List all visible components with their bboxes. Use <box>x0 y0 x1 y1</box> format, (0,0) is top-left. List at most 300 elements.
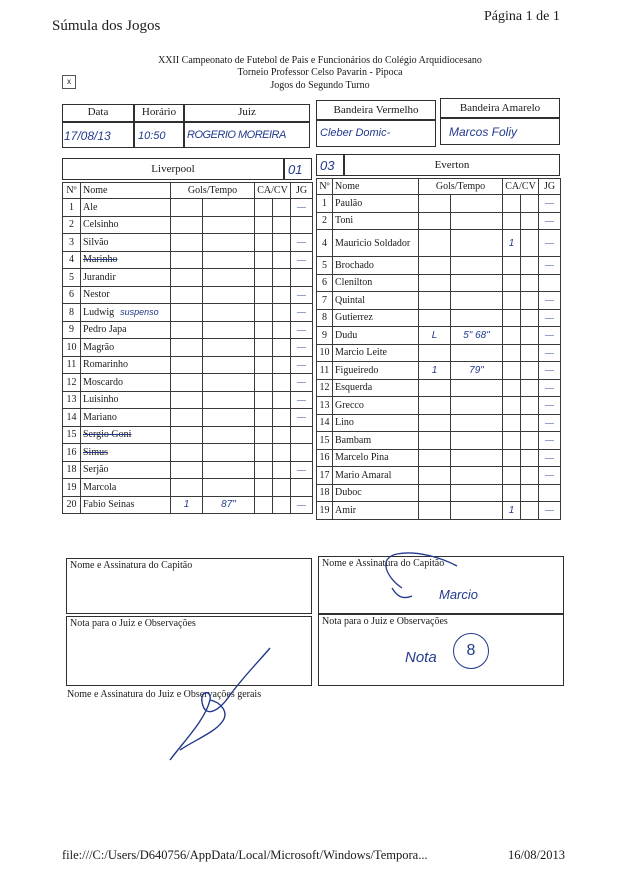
player-name: Paulão <box>333 195 419 213</box>
player-goals <box>419 309 451 327</box>
player-cards-red <box>273 444 291 462</box>
player-number: 11 <box>63 356 81 374</box>
home-team-box <box>62 158 284 180</box>
player-row <box>63 496 313 514</box>
player-row <box>317 257 561 275</box>
player-goal-time <box>451 274 503 292</box>
player-cards-red <box>273 304 291 322</box>
player-goal-time <box>451 309 503 327</box>
player-number: 10 <box>63 339 81 357</box>
player-number: 16 <box>63 444 81 462</box>
player-cards-yellow <box>503 327 521 345</box>
player-cards-red <box>521 397 539 415</box>
away-score-box <box>316 154 344 176</box>
player-goal-time <box>451 195 503 213</box>
player-played: — <box>291 339 313 357</box>
player-goals <box>171 461 203 479</box>
player-cards-yellow <box>503 467 521 485</box>
player-cards-yellow <box>503 257 521 275</box>
player-row <box>63 251 313 269</box>
player-goal-time <box>203 321 255 339</box>
player-cards-yellow <box>255 286 273 304</box>
player-played: — <box>539 344 561 362</box>
away-captain-signature-icon <box>372 548 482 618</box>
player-played <box>291 479 313 497</box>
time-value-box <box>134 122 184 148</box>
date-value: 17/08/13 <box>64 129 111 143</box>
player-played: — <box>291 286 313 304</box>
player-cards-red <box>521 502 539 520</box>
player-number: 8 <box>317 309 333 327</box>
player-number: 6 <box>317 274 333 292</box>
player-goals <box>171 321 203 339</box>
player-goal-time <box>451 432 503 450</box>
player-number: 15 <box>317 432 333 450</box>
player-cards-yellow <box>255 496 273 514</box>
player-number: 1 <box>317 195 333 213</box>
player-cards-yellow <box>503 292 521 310</box>
player-cards-yellow <box>255 199 273 217</box>
flag-yellow-value: Marcos Foliy <box>449 125 518 139</box>
player-name: Duboc <box>333 484 419 502</box>
player-goal-time <box>203 461 255 479</box>
away-captain-signature-text: Marcio <box>439 587 479 602</box>
player-cards-yellow <box>255 216 273 234</box>
player-row <box>63 304 313 322</box>
player-goals <box>171 339 203 357</box>
player-name: Serjão <box>81 461 171 479</box>
player-goal-time <box>451 449 503 467</box>
player-cards-red <box>521 292 539 310</box>
player-goals <box>419 212 451 230</box>
col-cards: CA/CV <box>255 183 291 199</box>
player-name: Figueiredo <box>333 362 419 380</box>
player-row <box>317 344 561 362</box>
player-name: Magrão <box>81 339 171 357</box>
home-roster-header <box>63 183 313 199</box>
col-played: JG <box>539 179 561 195</box>
player-goals <box>171 304 203 322</box>
player-goals: L <box>419 327 451 345</box>
player-goals: 1 <box>419 362 451 380</box>
player-cards-red <box>273 496 291 514</box>
player-played: — <box>539 257 561 275</box>
player-played: — <box>291 496 313 514</box>
player-cards-red <box>273 461 291 479</box>
player-row <box>317 449 561 467</box>
player-row <box>317 379 561 397</box>
player-note: suspenso <box>120 306 159 317</box>
player-cards-yellow <box>503 484 521 502</box>
away-notes-label: Nota para o Juiz e Observações <box>322 616 448 627</box>
player-number: 13 <box>63 391 81 409</box>
player-name: Grecco <box>333 397 419 415</box>
player-goals <box>419 502 451 520</box>
player-cards-red <box>521 449 539 467</box>
player-goal-time <box>451 379 503 397</box>
player-cards-yellow <box>255 426 273 444</box>
player-played <box>291 444 313 462</box>
player-goal-time <box>203 234 255 252</box>
player-number: 18 <box>63 461 81 479</box>
tournament-name: Torneio Professor Celso Pavarin - Pipoca <box>237 67 403 78</box>
player-goal-time <box>451 257 503 275</box>
player-name: Moscardo <box>81 374 171 392</box>
player-row <box>63 321 313 339</box>
referee-value: ROGERIO MOREIRA <box>187 129 286 141</box>
player-number: 13 <box>317 397 333 415</box>
player-played: — <box>539 397 561 415</box>
player-row <box>317 484 561 502</box>
player-cards-red <box>273 339 291 357</box>
home-score: 01 <box>288 162 303 177</box>
player-played <box>291 426 313 444</box>
player-name: Fabio Seinas <box>81 496 171 514</box>
player-name: Toni <box>333 212 419 230</box>
player-number: 15 <box>63 426 81 444</box>
player-played: — <box>539 432 561 450</box>
player-cards-red <box>521 309 539 327</box>
player-row <box>63 479 313 497</box>
home-roster-table <box>62 182 313 514</box>
player-number: 4 <box>63 251 81 269</box>
date-label: Data <box>87 106 109 118</box>
player-goal-time <box>203 426 255 444</box>
player-goals <box>171 479 203 497</box>
flag-red-label: Bandeira Vermelho <box>333 104 419 116</box>
player-cards-yellow <box>503 379 521 397</box>
referee-label-box <box>184 104 310 122</box>
player-played: — <box>539 379 561 397</box>
time-label: Horário <box>141 106 177 118</box>
player-name-text: Ludwig <box>83 306 115 318</box>
player-row <box>63 374 313 392</box>
player-row <box>317 502 561 520</box>
player-cards-yellow <box>503 195 521 213</box>
player-goals <box>171 444 203 462</box>
player-cards-yellow <box>503 449 521 467</box>
player-name: Bambam <box>333 432 419 450</box>
player-goals <box>419 467 451 485</box>
player-name: Marinho <box>81 251 171 269</box>
player-name: Marcio Leite <box>333 344 419 362</box>
player-row <box>63 461 313 479</box>
player-row <box>63 199 313 217</box>
player-name: Esquerda <box>333 379 419 397</box>
player-goals <box>171 426 203 444</box>
player-cards-yellow <box>503 212 521 230</box>
player-cards-yellow <box>255 321 273 339</box>
player-row <box>317 212 561 230</box>
player-name <box>81 304 171 322</box>
player-goals <box>419 344 451 362</box>
col-played: JG <box>291 183 313 199</box>
player-row <box>317 309 561 327</box>
player-cards-yellow <box>255 374 273 392</box>
col-num: Nº <box>63 183 81 199</box>
player-goal-time <box>203 479 255 497</box>
col-goals: Gols/Tempo <box>171 183 255 199</box>
away-roster-header <box>317 179 561 195</box>
player-number: 1 <box>63 199 81 217</box>
player-goals <box>419 397 451 415</box>
player-played: — <box>539 230 561 257</box>
flag-yellow-label: Bandeira Amarelo <box>459 102 541 114</box>
player-row <box>63 216 313 234</box>
player-cards-red <box>521 195 539 213</box>
player-played: — <box>291 321 313 339</box>
player-name: Lino <box>333 414 419 432</box>
player-name: Silvão <box>81 234 171 252</box>
player-name: Ale <box>81 199 171 217</box>
flag-red-value: Cleber Domic- <box>320 127 391 139</box>
player-goal-time: 87" <box>203 496 255 514</box>
player-name: Gutierrez <box>333 309 419 327</box>
home-captain-box <box>66 558 312 614</box>
player-cards-yellow <box>255 479 273 497</box>
player-number: 14 <box>317 414 333 432</box>
footer-date: 16/08/2013 <box>508 848 565 862</box>
championship-title: XXII Campeonato de Futebol de Pais e Funcionários do Colégio Arquidiocesano <box>158 55 482 66</box>
referee-signature-label: Nome e Assinatura do Juiz e Observações gerais <box>67 689 262 700</box>
player-number: 17 <box>317 467 333 485</box>
player-goals <box>171 391 203 409</box>
home-captain-label: Nome e Assinatura do Capitão <box>70 560 193 571</box>
player-row <box>63 391 313 409</box>
player-played: — <box>291 234 313 252</box>
player-number: 2 <box>317 212 333 230</box>
referee-signature-icon <box>150 640 280 770</box>
player-row <box>63 356 313 374</box>
player-cards-red <box>521 432 539 450</box>
player-cards-red <box>273 391 291 409</box>
player-row <box>317 230 561 257</box>
player-name: Quintal <box>333 292 419 310</box>
player-cards-red <box>273 321 291 339</box>
player-goal-time <box>203 391 255 409</box>
player-cards-red <box>273 269 291 287</box>
player-played: — <box>539 327 561 345</box>
player-goal-time <box>203 216 255 234</box>
player-played: — <box>291 251 313 269</box>
player-goal-time <box>203 251 255 269</box>
player-goals <box>419 257 451 275</box>
player-goals <box>419 230 451 257</box>
col-cards: CA/CV <box>503 179 539 195</box>
checkbox-mark: x <box>62 75 76 89</box>
player-cards-red <box>273 199 291 217</box>
round-name: Jogos do Segundo Turno <box>270 80 370 91</box>
player-cards-red <box>521 467 539 485</box>
player-cards-red <box>273 409 291 427</box>
player-name: Mauricio Soldador <box>333 230 419 257</box>
player-goals: 1 <box>171 496 203 514</box>
player-number: 7 <box>317 292 333 310</box>
player-goal-time <box>451 344 503 362</box>
player-goals <box>171 269 203 287</box>
flag-yellow-label-box <box>440 98 560 118</box>
player-name: Marcola <box>81 479 171 497</box>
player-name: Luisinho <box>81 391 171 409</box>
player-cards-yellow <box>503 309 521 327</box>
player-played: — <box>291 304 313 322</box>
page-title: Súmula dos Jogos <box>52 18 161 34</box>
player-goals <box>419 292 451 310</box>
player-goal-time <box>451 397 503 415</box>
player-number: 2 <box>63 216 81 234</box>
player-cards-red <box>273 426 291 444</box>
time-value: 10:50 <box>138 130 166 142</box>
player-goal-time <box>203 444 255 462</box>
player-cards-red <box>273 479 291 497</box>
player-goal-time: 5" 68" <box>451 327 503 345</box>
away-team-name: Everton <box>434 159 470 171</box>
player-row <box>63 339 313 357</box>
away-roster-table <box>316 178 561 520</box>
player-goal-time: 79" <box>451 362 503 380</box>
player-row <box>317 195 561 213</box>
player-cards-yellow <box>255 444 273 462</box>
player-cards-red <box>521 379 539 397</box>
player-cards-yellow <box>503 432 521 450</box>
player-number: 12 <box>317 379 333 397</box>
player-row <box>63 426 313 444</box>
player-played <box>291 216 313 234</box>
player-goals <box>419 414 451 432</box>
player-played: — <box>291 374 313 392</box>
player-cards-yellow <box>503 362 521 380</box>
player-cards-red <box>521 414 539 432</box>
player-name: Celsinho <box>81 216 171 234</box>
referee-label: Juiz <box>238 106 256 118</box>
player-cards-red <box>521 327 539 345</box>
player-cards-yellow <box>255 391 273 409</box>
away-captain-label: Nome e Assinatura do Capitão <box>322 558 445 569</box>
player-row <box>63 286 313 304</box>
player-cards-yellow <box>503 274 521 292</box>
player-cards-yellow <box>255 339 273 357</box>
player-number: 9 <box>317 327 333 345</box>
player-cards-red <box>273 286 291 304</box>
player-cards-red <box>273 234 291 252</box>
player-name: Simus <box>81 444 171 462</box>
player-cards-yellow <box>255 409 273 427</box>
col-num: Nº <box>317 179 333 195</box>
player-row <box>317 274 561 292</box>
player-goals <box>419 449 451 467</box>
player-name: Jurandir <box>81 269 171 287</box>
player-number: 3 <box>63 234 81 252</box>
player-name: Clenilton <box>333 274 419 292</box>
player-goal-time <box>203 269 255 287</box>
player-goal-time <box>451 292 503 310</box>
player-played: — <box>539 212 561 230</box>
player-name: Sergio Goni <box>81 426 171 444</box>
player-name: Marcelo Pina <box>333 449 419 467</box>
date-value-box <box>62 122 134 148</box>
player-played <box>539 274 561 292</box>
player-name: Pedro Japa <box>81 321 171 339</box>
player-played: — <box>539 309 561 327</box>
flag-red-label-box <box>316 100 436 120</box>
player-goal-time <box>203 304 255 322</box>
col-goals: Gols/Tempo <box>419 179 503 195</box>
player-goals <box>419 195 451 213</box>
player-cards-yellow <box>255 234 273 252</box>
player-played: — <box>539 292 561 310</box>
home-team-name: Liverpool <box>151 163 195 175</box>
player-number: 20 <box>63 496 81 514</box>
player-played: — <box>291 356 313 374</box>
player-row <box>317 362 561 380</box>
player-goal-time <box>451 502 503 520</box>
player-goals <box>171 374 203 392</box>
player-cards-red <box>521 484 539 502</box>
player-cards-red <box>521 230 539 257</box>
player-cards-red <box>521 362 539 380</box>
player-goals <box>419 274 451 292</box>
flag-yellow-value-box <box>440 118 560 145</box>
player-cards-red <box>521 212 539 230</box>
player-goal-time <box>451 467 503 485</box>
page-number: Página 1 de 1 <box>484 9 560 24</box>
player-goal-time <box>203 199 255 217</box>
player-played: — <box>291 409 313 427</box>
player-goals <box>171 251 203 269</box>
player-number: 12 <box>63 374 81 392</box>
player-cards-yellow <box>255 251 273 269</box>
player-cards-red <box>521 274 539 292</box>
player-goal-time <box>451 212 503 230</box>
player-played: — <box>539 195 561 213</box>
player-played: — <box>539 502 561 520</box>
player-played: — <box>291 461 313 479</box>
player-name: Brochado <box>333 257 419 275</box>
player-number: 4 <box>317 230 333 257</box>
home-notes-label: Nota para o Juiz e Observações <box>70 618 196 629</box>
player-row <box>63 269 313 287</box>
player-row <box>317 397 561 415</box>
player-row <box>63 409 313 427</box>
player-row <box>317 467 561 485</box>
home-score-box <box>284 158 312 180</box>
player-cards-red <box>273 356 291 374</box>
away-team-box <box>344 154 560 176</box>
player-cards-yellow <box>503 344 521 362</box>
footer-url: file:///C:/Users/D640756/AppData/Local/Microsoft/Windows/Tempora... <box>62 848 428 862</box>
player-name: Romarinho <box>81 356 171 374</box>
player-cards-yellow: 1 <box>503 230 521 257</box>
away-score: 03 <box>320 158 335 173</box>
player-row <box>317 432 561 450</box>
time-label-box <box>134 104 184 122</box>
player-goals <box>419 484 451 502</box>
player-goal-time <box>451 484 503 502</box>
player-number: 19 <box>63 479 81 497</box>
player-goals <box>171 199 203 217</box>
player-row <box>317 414 561 432</box>
player-row <box>317 327 561 345</box>
player-number: 6 <box>63 286 81 304</box>
player-number: 19 <box>317 502 333 520</box>
player-row <box>63 444 313 462</box>
player-played: — <box>539 414 561 432</box>
player-name: Dudu <box>333 327 419 345</box>
player-cards-red <box>273 251 291 269</box>
player-goals <box>171 286 203 304</box>
referee-value-box <box>184 122 310 148</box>
player-goal-time <box>451 414 503 432</box>
